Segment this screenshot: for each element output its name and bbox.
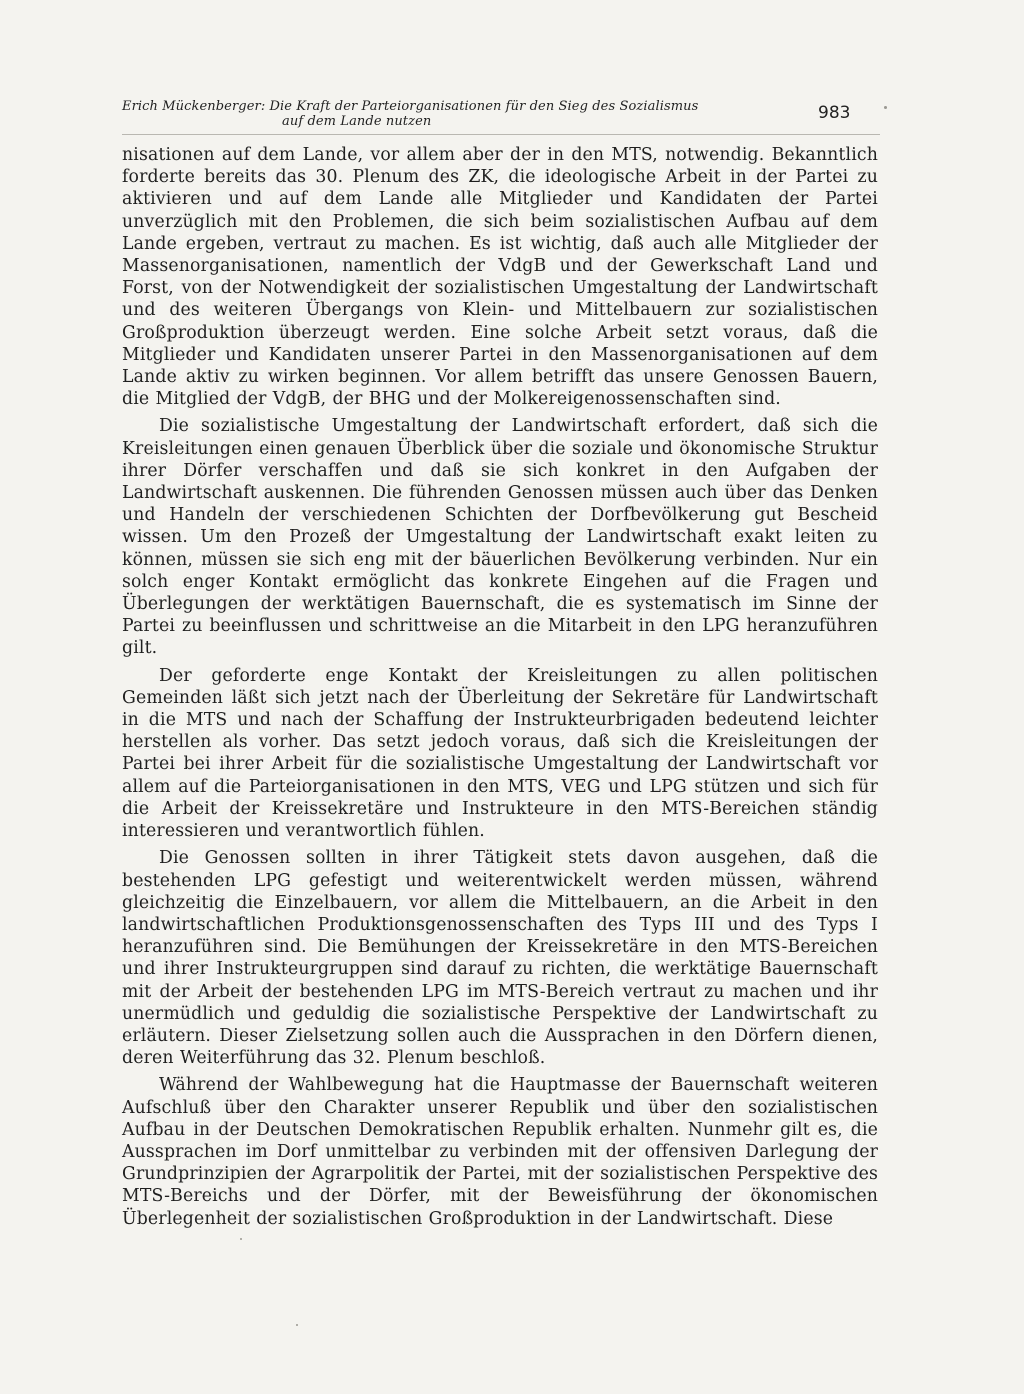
paragraph-1: nisationen auf dem Lande, vor allem aber der in den MTS, notwendig. Bekanntlich forderte bereits das 30. Plenum des ZK, die ideologische Arbeit in der Partei zu aktivieren und auf dem Lande alle Mitglieder und Kandidaten der Partei unverzüglich mit den Problemen, die sich beim sozialistischen Aufbau auf dem Lande ergeben, vertraut zu machen. Es ist wichtig, daß auch alle Mitglieder der Massenorganisationen, namentlich der VdgB und der Gewerkschaft Land und Forst, von der Notwendigkeit der sozialistischen Umgestaltung der Landwirtschaft und des weiteren Übergangs von Klein- und Mittelbauern zur sozialistischen Großproduktion überzeugt werden. Eine solche Arbeit setzt voraus, daß die Mitglieder und Kandidaten unserer Partei in den Massenorganisationen auf dem Lande aktiv zu wirken beginnen. Vor allem betrifft das unsere Genossen Bauern, die Mitglied der VdgB, der BHG und der Molkereigenossenschaften sind. [122,145,878,410]
page-number: 983 [818,103,851,123]
running-head [122,99,882,129]
running-head-title [122,99,812,129]
running-head-title-line2: auf dem Lande nutzen [282,114,432,129]
paragraph-2: Die sozialistische Umgestaltung der Landwirtschaft erfordert, daß sich die Kreisleitungen einen genauen Überblick über die soziale und ökonomische Struktur ihrer Dörfer verschaffen und daß sie sich konkret in den Aufgaben der Landwirtschaft auskennen. Die führenden Genossen müssen auch über das Denken und Handeln der verschiedenen Schichten der Dorfbevölkerung gut Bescheid wissen. Um den Prozeß der Umgestaltung der Landwirtschaft exakt leiten zu können, müssen sie sich eng mit der bäuerlichen Bevölkerung verbinden. Nur ein solch enger Kontakt ermöglicht das konkrete Eingehen auf die Fragen und Überlegungen der werktätigen Bauernschaft, die es systematisch im Sinne der Partei zu beeinflussen und schrittweise an die Mitarbeit in den LPG heranzuführen gilt. [122,416,878,659]
paragraph-4: Die Genossen sollten in ihrer Tätigkeit stets davon ausgehen, daß die bestehenden LPG gefestigt und weiterentwickelt werden müssen, während gleichzeitig die Einzelbauern, vor allem die Mittelbauern, an die Arbeit in den landwirtschaftlichen Produktionsgenossenschaften des Typs III und des Typs I heranzuführen sind. Die Bemühungen der Kreissekretäre in den MTS-Bereichen und ihrer Instrukteurgruppen sind darauf zu richten, die werktätige Bauernschaft mit der Arbeit der bestehenden LPG im MTS-Bereich vertraut zu machen und ihr unermüdlich und geduldig die sozialistische Perspektive der Landwirtschaft zu erläutern. Dieser Zielsetzung sollen auch die Aussprachen in den Dörfern dienen, deren Weiterführung das 32. Plenum beschloß. [122,848,878,1069]
body-text [122,144,878,1230]
running-head-title-line1: Erich Mückenberger: Die Kraft der Parteiorganisationen für den Sieg des Sozialismus [122,99,699,114]
paper-speck [296,1324,298,1326]
paragraph-5: Während der Wahlbewegung hat die Hauptmasse der Bauernschaft weiteren Aufschluß über den Charakter unserer Republik und über den sozialistischen Aufbau in der Deutschen Demokratischen Republik erhalten. Nunmehr gilt es, die Aussprachen im Dorf unmittelbar zu verbinden mit der offensiven Darlegung der Grundprinzipien der Agrarpolitik der Partei, mit der sozialistischen Perspektive des MTS-Bereichs und der Dörfer, mit der Beweisführung der ökonomischen Überlegenheit der sozialistischen Großproduktion in der Landwirtschaft. Diese [122,1075,878,1229]
paper-speck [240,1238,242,1240]
header-rule [122,134,880,135]
paper-speck [884,106,887,109]
paragraph-3: Der geforderte enge Kontakt der Kreisleitungen zu allen politischen Gemeinden läßt sich jetzt nach der Überleitung der Sekretäre für Landwirtschaft in die MTS und nach der Schaffung der Instrukteurbrigaden bedeutend leichter herstellen als vorher. Das setzt jedoch voraus, daß sich die Kreisleitungen der Partei bei ihrer Arbeit für die sozialistische Umgestaltung der Landwirtschaft vor allem auf die Parteiorganisationen in den MTS, VEG und LPG stützen und sich für die Arbeit der Kreissekretäre und Instrukteure in den MTS-Bereichen ständig interessieren und verantwortlich fühlen. [122,665,878,842]
